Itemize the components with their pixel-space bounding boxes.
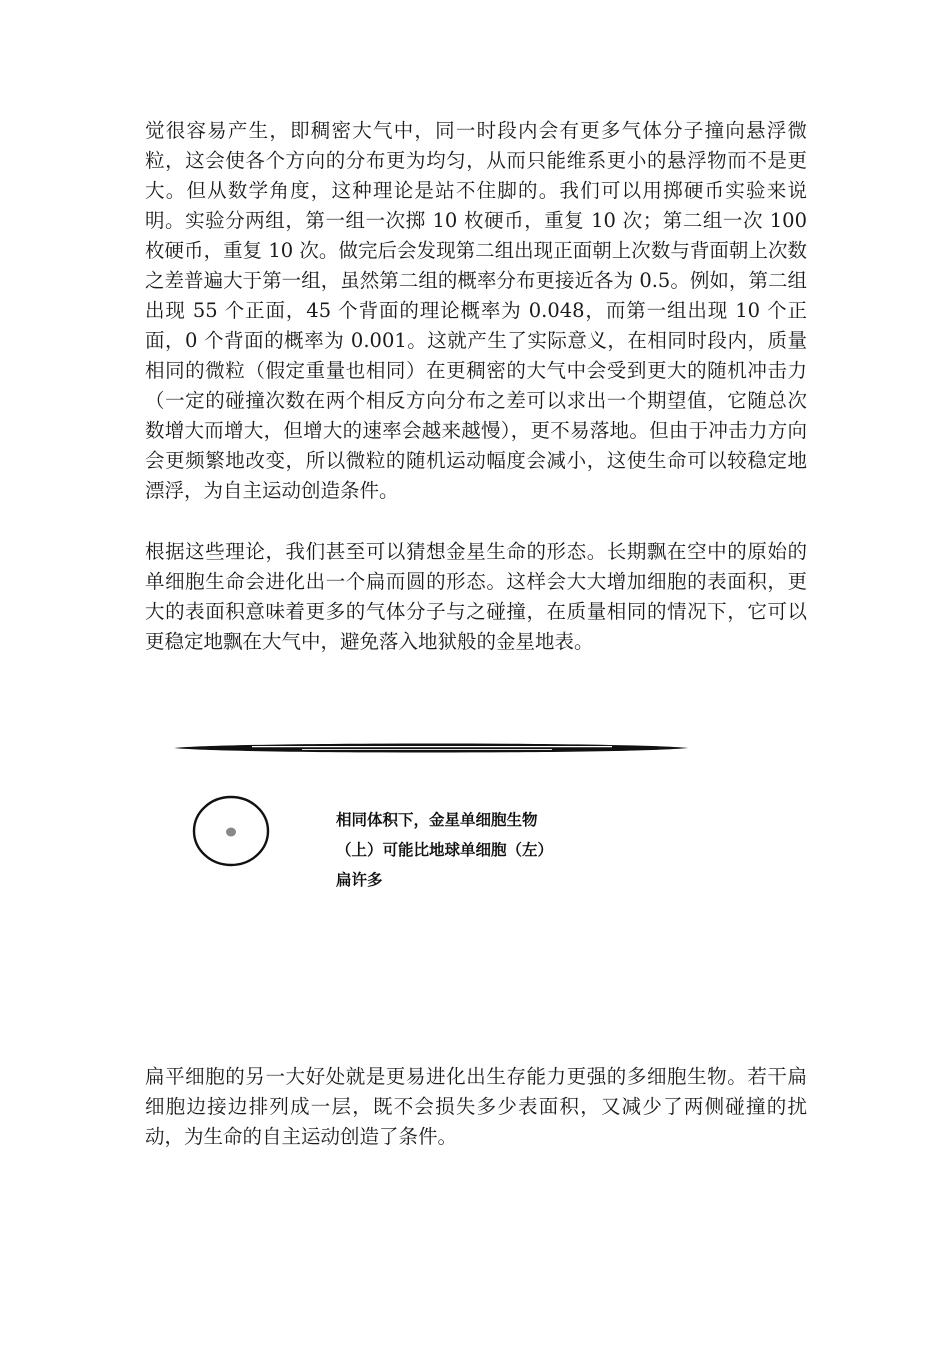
body-paragraph-3: 扁平细胞的另一大好处就是更易进化出生存能力更强的多细胞生物。若干扁细胞边接边排列成一层，既不会损失多少表面积，又减少了两侧碰撞的扰动，为生命的自主运动创造了条件。 bbox=[145, 1065, 807, 1148]
round-earth-cell-illustration bbox=[190, 793, 274, 871]
figure-caption: 相同体积下，金星单细胞生物（上）可能比地球单细胞（左）扁许多 bbox=[336, 811, 554, 889]
cell-shape-figure bbox=[0, 720, 952, 970]
body-paragraph-1: 觉很容易产生，即稠密大气中，同一时段内会有更多气体分子撞向悬浮微粒，这会使各个方向的分布更为均匀，从而只能维系更小的悬浮物而不是更大。但从数学角度，这种理论是站不住脚的。我们可以用掷硬币实验来说明。实验分两组，第一组一次掷 10 枚硬币，重复 10 次；第二组一次 100 枚硬币，重复 10 次。做完后会发现第二组出现正面朝上次数与背面朝上次数之差普遍大于第一组，虽然第二组的概率分布更接近各为 0.5。例如，第二组出现 55 个正面，45 个背面的理论概率为 0.048，而第一组出现 10 个正面，0 个背面的概率为 0.001。这就产生了实际意义，在相同时段内，质量相同的微粒（假定重量也相同）在更稠密的大气中会受到更大的随机冲击力（一定的碰撞次数在两个相反方向分布之差可以求出一个期望值，它随总次数增大而增大，但增大的速率会越来越慢），更不易落地。但由于冲击力方向会更频繁地改变，所以微粒的随机运动幅度会减小，这使生命可以较稳定地漂浮，为自主运动创造条件。 bbox=[145, 119, 807, 502]
flat-venus-cell-illustration bbox=[172, 738, 692, 758]
body-paragraph-2: 根据这些理论，我们甚至可以猜想金星生命的形态。长期飘在空中的原始的单细胞生命会进化出一个扁而圆的形态。这样会大大增加细胞的表面积，更大的表面积意味着更多的气体分子与之碰撞，在质量相同的情况下，它可以更稳定地飘在大气中，避免落入地狱般的金星地表。 bbox=[145, 540, 807, 653]
